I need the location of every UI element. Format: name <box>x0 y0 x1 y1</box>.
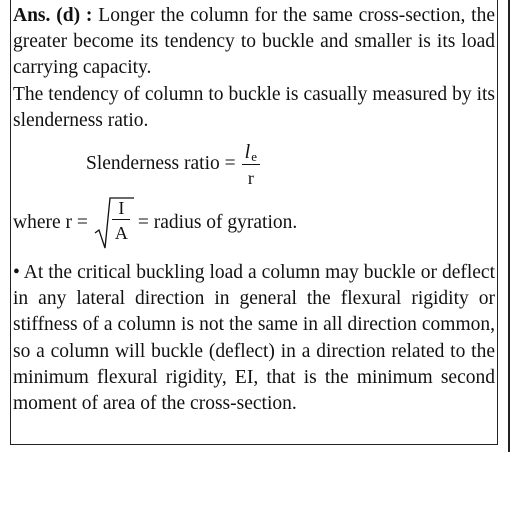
slenderness-numerator <box>242 142 260 165</box>
slenderness-formula <box>86 138 260 190</box>
numerator-symbol: l <box>244 140 251 163</box>
answer-box <box>10 0 498 445</box>
answer-intro-text: Longer the column for the same cross-section, the greater become its tendency to buckle and smaller is its load carrying capacity. <box>13 5 495 79</box>
answer-label: Ans. (d) : <box>13 5 93 26</box>
bullet-marker: • <box>13 262 20 283</box>
slenderness-lhs: Slenderness ratio = <box>86 153 236 174</box>
gyration-numerator: I <box>112 199 130 220</box>
square-root <box>94 195 132 251</box>
slenderness-fraction <box>242 142 260 187</box>
bullet-paragraph <box>13 260 495 417</box>
gyration-formula <box>13 194 297 252</box>
gyration-prefix: where r = <box>13 212 88 233</box>
gyration-fraction <box>111 199 132 242</box>
slenderness-paragraph: The tendency of column to buckle is casually measured by its slenderness ratio. <box>13 84 495 132</box>
answer-intro-paragraph <box>13 3 495 82</box>
gyration-suffix: = radius of gyration. <box>137 212 298 233</box>
bullet-text: At the critical buckling load a column may buckle or deflect in any lateral direction in general the flexural rigidity or stiffness of a column is not the same in all direction common, so a column will buckle (deflect) in a direction related to the minimum flexural rigidity, EI, that is the minimum second moment of area of the cross-section. <box>13 262 496 415</box>
gyration-denominator: A <box>114 223 128 243</box>
numerator-subscript: e <box>251 148 257 164</box>
page-edge-line <box>508 0 510 452</box>
slenderness-denominator: r <box>247 167 254 188</box>
